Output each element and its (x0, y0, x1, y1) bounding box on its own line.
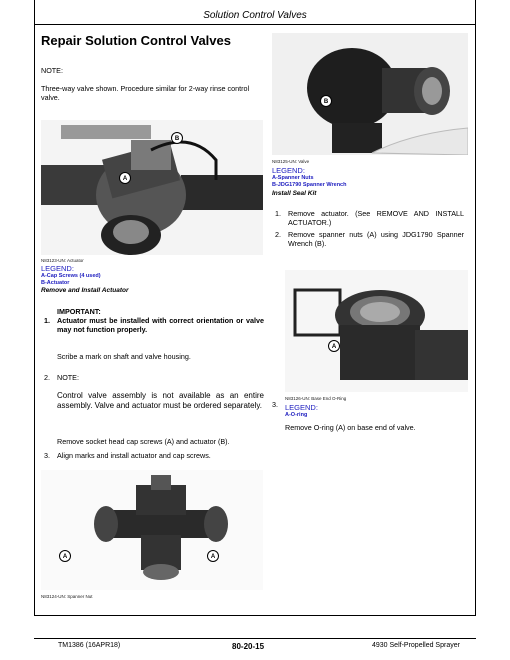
important-text: Actuator must be installed with correct orientation or valve may not function properly. (57, 316, 264, 334)
fig1-legend-title: LEGEND: (41, 264, 74, 273)
right-step-1-num: 1. (275, 209, 281, 218)
right-step-2-text: Remove spanner nuts (A) using JDG1790 Spanner Wrench (B). (288, 230, 464, 248)
o-ring-photo (285, 270, 468, 392)
fig2-code: N83125-UN: Valve (272, 159, 310, 164)
callout-a: A (59, 550, 71, 562)
valve-illustration (272, 33, 468, 155)
section-title: Repair Solution Control Valves (41, 33, 231, 48)
footer-page-number: 80-20-15 (232, 642, 265, 651)
scribe-text: Scribe a mark on shaft and valve housing. (57, 352, 191, 361)
fig2-legend-item: A-Spanner Nuts (272, 175, 314, 181)
spanner-nut-illustration (41, 470, 263, 590)
remove-text: Remove socket head cap screws (A) and actuator (B). (57, 437, 230, 446)
fig1-code: N83123-UN: Actuator (41, 258, 84, 263)
fig3-code: N83124-UN: Spanner Nut (41, 594, 93, 599)
fig2-legend-item: B-JDG1790 Spanner Wrench (272, 182, 347, 188)
page-header: Solution Control Valves (203, 10, 307, 21)
right-step-1-text: Remove actuator. (See REMOVE AND INSTALL ACTUATOR.) (288, 209, 464, 227)
fig1-legend-item: B-Actuator (41, 280, 70, 286)
fig4-code: N83126-UN: Base End O-Ring (285, 396, 347, 401)
valve-photo (272, 33, 468, 155)
important-label: IMPORTANT: (57, 307, 101, 316)
spanner-nut-photo (41, 470, 263, 590)
important-item-num: 1. (44, 316, 50, 325)
o-ring-illustration (285, 270, 468, 392)
step-2-num: 2. (44, 373, 50, 382)
actuator-photo (41, 120, 263, 255)
step-3-left-num: 3. (44, 451, 50, 460)
fig1-caption: Remove and Install Actuator (41, 287, 129, 294)
step-3-right-text: Remove O-ring (A) on base end of valve. (285, 423, 416, 432)
note-label: NOTE: (41, 66, 63, 75)
footer-manual-id: TM1386 (16APR18) (58, 642, 121, 649)
actuator-illustration (41, 120, 263, 255)
callout-b: B (171, 132, 183, 144)
fig4-legend-title: LEGEND: (285, 403, 318, 412)
footer-machine: 4930 Self-Propelled Sprayer (372, 642, 460, 649)
callout-b: B (320, 95, 332, 107)
right-step-2-num: 2. (275, 230, 281, 239)
callout-a: A (119, 172, 131, 184)
note2-text: Control valve assembly is not available as an entire assembly. Valve and actuator must be ordered separately. (57, 391, 264, 410)
fig2-caption: Install Seal Kit (272, 190, 317, 197)
fig4-legend-item: A-O-ring (285, 412, 308, 418)
fig1-legend-item: A-Cap Screws (4 used) (41, 273, 101, 279)
step-3-right-num: 3. (272, 400, 278, 409)
step-3-left-text: Align marks and install actuator and cap screws. (57, 451, 211, 460)
callout-a: A (207, 550, 219, 562)
note-text: Three-way valve shown. Procedure similar for 2-way rinse control valve. (41, 84, 250, 102)
fig2-legend-title: LEGEND: (272, 166, 305, 175)
footer-divider (34, 638, 476, 639)
callout-a: A (328, 340, 340, 352)
step-2-note-label: NOTE: (57, 373, 79, 382)
